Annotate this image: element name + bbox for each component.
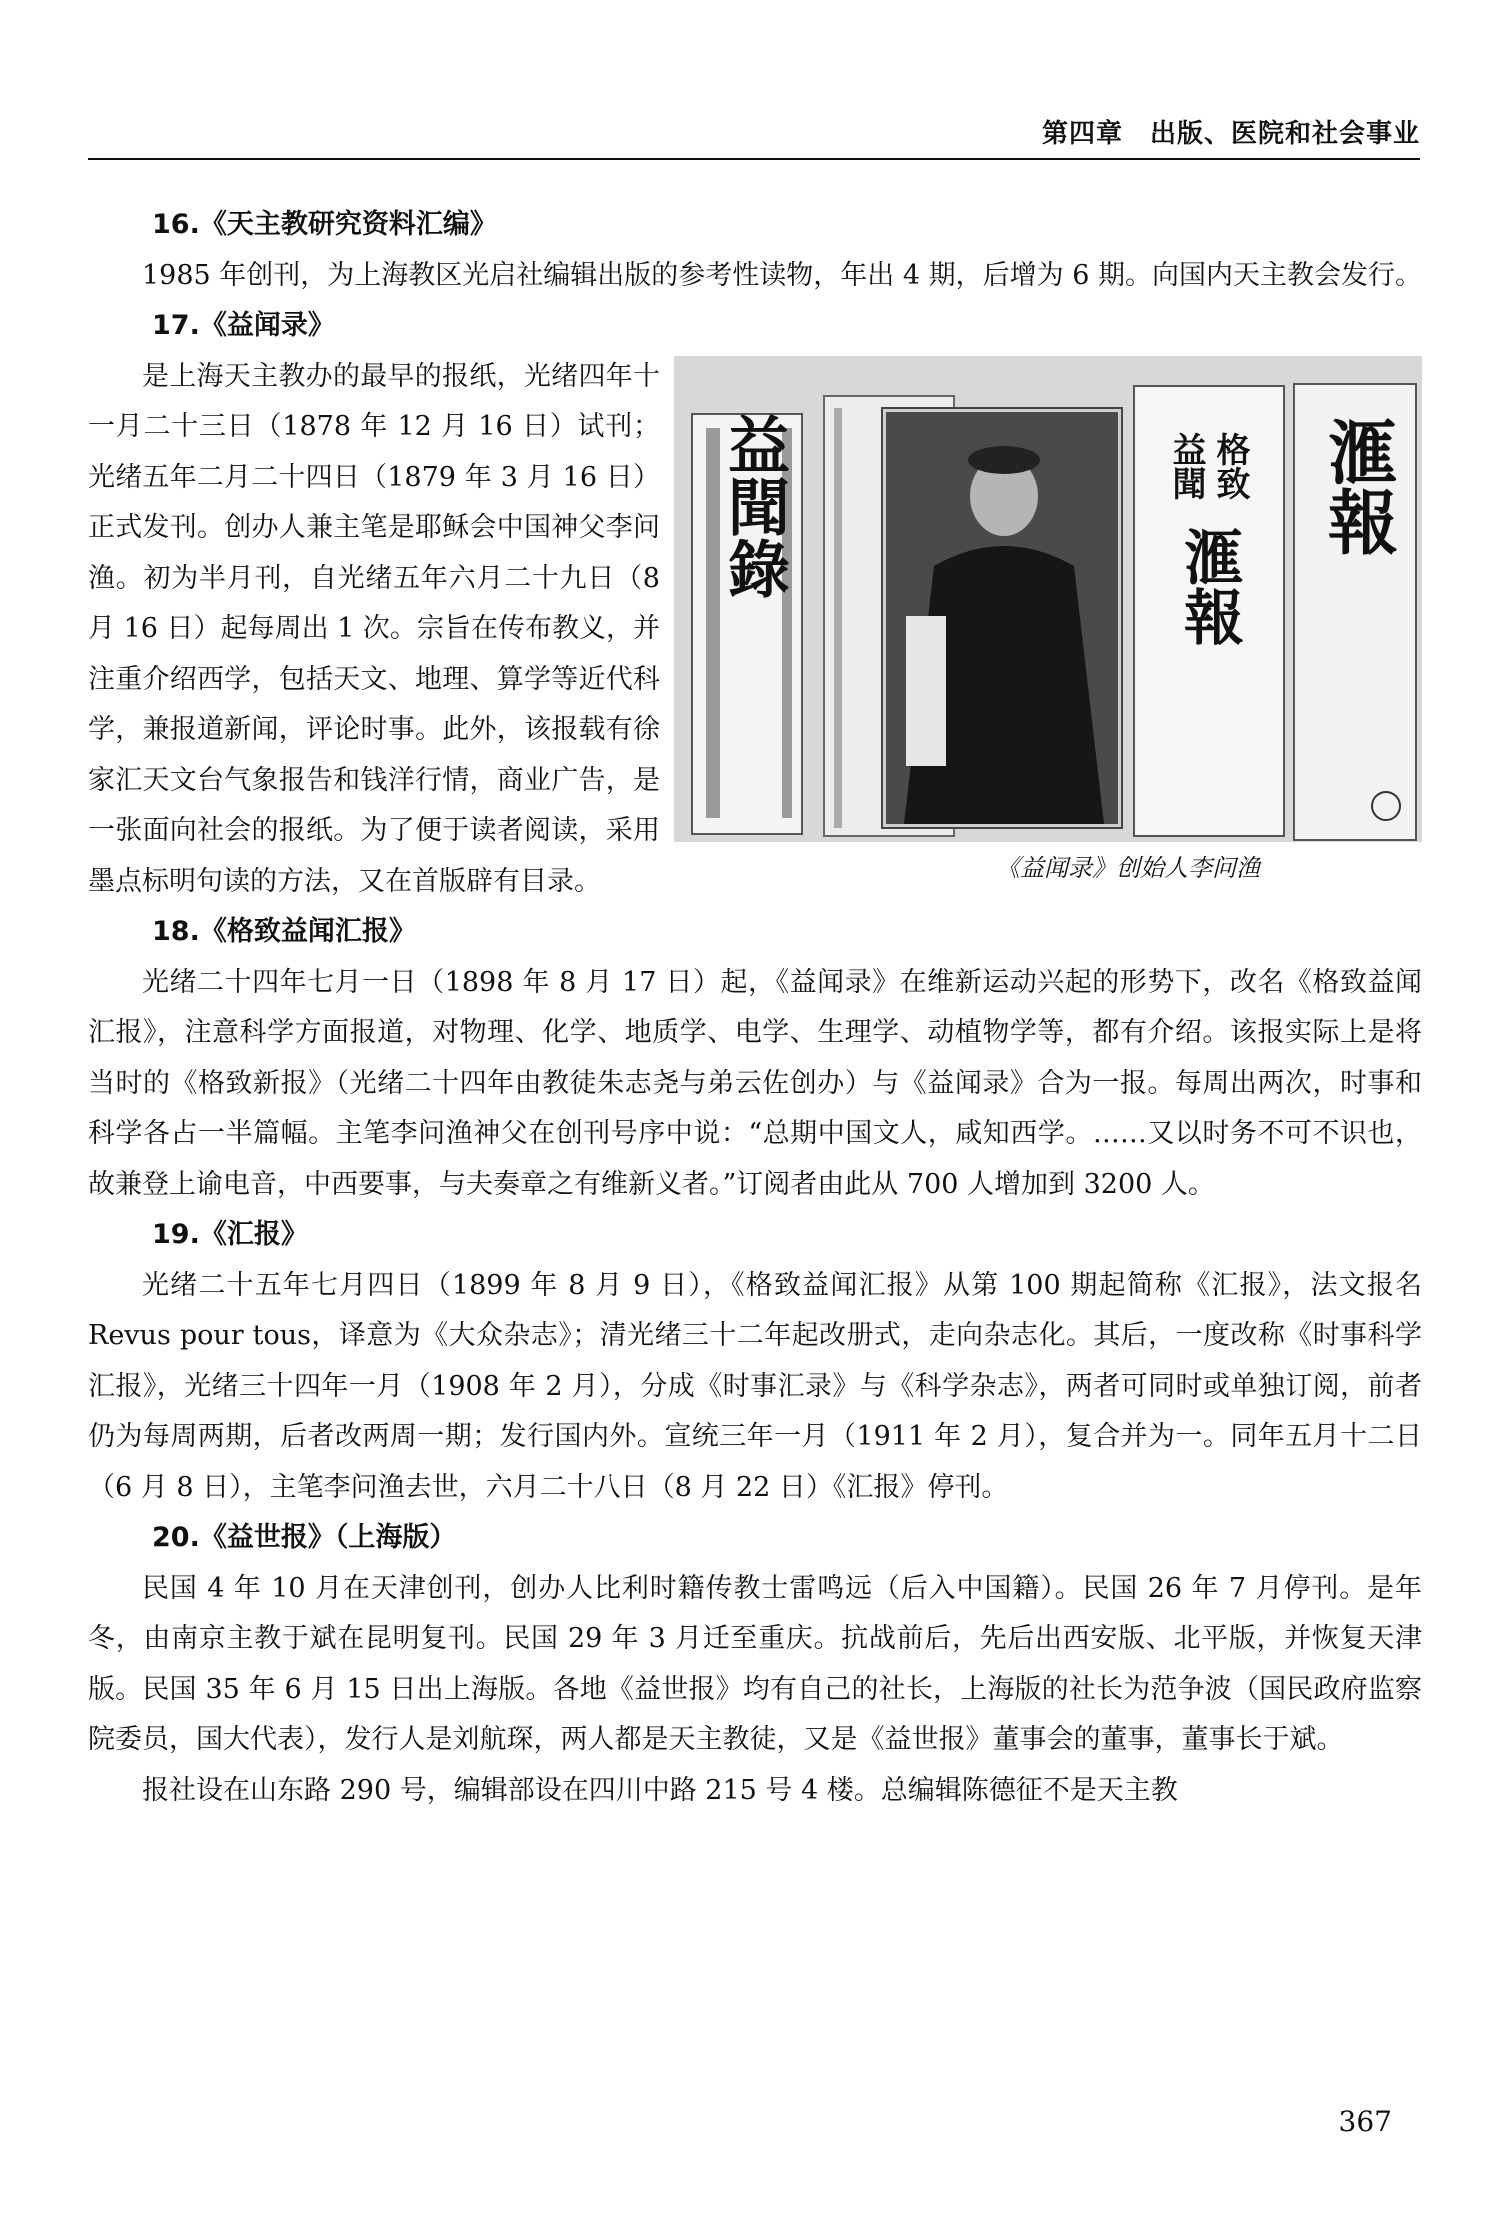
masthead-huibao-text: 滙報 bbox=[1174, 525, 1244, 646]
page-body bbox=[88, 200, 1422, 1816]
running-head-text: 第四章 出版、医院和社会事业 bbox=[1041, 119, 1420, 149]
section-heading-19: 19.《汇报》 bbox=[152, 1219, 308, 1250]
masthead-gezhi-panel bbox=[1134, 386, 1284, 836]
section-heading-20: 20.《益世报》（上海版） bbox=[152, 1522, 457, 1553]
masthead-gezhi-text: 格致 bbox=[1210, 431, 1250, 500]
section-heading-16: 16.《天主教研究资料汇编》 bbox=[152, 209, 497, 240]
figure-newspaper-mastheads bbox=[674, 356, 1422, 894]
running-head bbox=[88, 112, 1420, 160]
section-paragraph: 是上海天主教办的最早的报纸，光绪四年十一月二十三日（1878 年 12 月 16 日）试刊；光绪五年二月二十四日（1879 年 3 月 16 日）正式发刊。创办人兼主笔是耶稣会中国神父李问渔。初为半月刊，自光绪五年六月二十九日（8 月 16 日）起每周出 1 次。宗旨在传布教义，并注重介绍西学，包括天文、地理、算学等近代科学，兼报道新闻，评论时事。此外，该报载有徐家汇天文台气象报告和钱洋行情，商业广告，是一张面向社会的报纸。为了便于读者阅读，采用墨点标明句读的方法，又在首版辟有目录。 bbox=[88, 360, 660, 897]
masthead-yiwen-text: 益聞 bbox=[1166, 431, 1206, 500]
section-paragraph: 1985 年创刊，为上海教区光启社编辑出版的参考性读物，年出 4 期，后增为 6 期。向国内天主教会发行。 bbox=[142, 259, 1422, 291]
section-heading-18: 18.《格致益闻汇报》 bbox=[152, 916, 416, 947]
masthead-huibao-right-text: 滙報 bbox=[1316, 415, 1400, 556]
section-paragraph: 报社设在山东路 290 号，编辑部设在四川中路 215 号 4 楼。总编辑陈德征不是天主教 bbox=[142, 1774, 1178, 1806]
section-paragraph: 光绪二十五年七月四日（1899 年 8 月 9 日），《格致益闻汇报》从第 100 期起简称《汇报》，法文报名 Revus pour tous，译意为《大众杂志》；清光绪三十二年起改册式，走向杂志化。其后，一度改称《时事科学汇报》，光绪三十四年一月（1908 年 2 月），分成《时事汇录》与《科学杂志》，两者可同时或单独订阅，前者仍为每周两期，后者改两周一期；发行国内外。宣统三年一月（1911 年 2 月），复合并为一。同年五月十二日（6 月 8 日），主笔李问渔去世，六月二十八日（8 月 22 日）《汇报》停刊。 bbox=[88, 1269, 1422, 1503]
section-paragraph: 光绪二十四年七月一日（1898 年 8 月 17 日）起，《益闻录》在维新运动兴起的形势下，改名《格致益闻汇报》，注意科学方面报道，对物理、化学、地质学、电学、生理学、动植物学等，都有介绍。该报实际上是将当时的《格致新报》（光绪二十四年由教徒朱志尧与弟云佐创办）与《益闻录》合为一报。每周出两次，时事和科学各占一半篇幅。主笔李问渔神父在创刊号序中说：“总期中国文人，咸知西学。……又以时务不可不识也，故兼登上谕电音，中西要事，与夫奏章之有维新义者。”订阅者由此从 700 人增加到 3200 人。 bbox=[88, 966, 1422, 1200]
masthead-yiwenlu-text: 益聞錄 bbox=[717, 412, 791, 599]
founder-portrait-photo bbox=[882, 408, 1122, 828]
masthead-yiwenlu-panel bbox=[692, 412, 802, 833]
section-heading-17: 17.《益闻录》 bbox=[152, 310, 335, 341]
mastheads-photo bbox=[674, 356, 1422, 842]
masthead-huibao-panel bbox=[1294, 384, 1416, 840]
section-paragraph: 民国 4 年 10 月在天津创刊，创办人比利时籍传教士雷鸣远（后入中国籍）。民国 26 年 7 月停刊。是年冬，由南京主教于斌在昆明复刊。民国 29 年 3 月迁至重庆。抗战前后，先后出西安版、北平版，并恢复天津版。民国 35 年 6 月 15 日出上海版。各地《益世报》均有自己的社长，上海版的社长为范争波（国民政府监察院委员，国大代表），发行人是刘航琛，两人都是天主教徒，又是《益世报》董事会的董事，董事长于斌。 bbox=[88, 1572, 1422, 1755]
page-number: 367 bbox=[1338, 2105, 1392, 2138]
figure-caption: 《益闻录》创始人李问渔 bbox=[996, 853, 1260, 882]
